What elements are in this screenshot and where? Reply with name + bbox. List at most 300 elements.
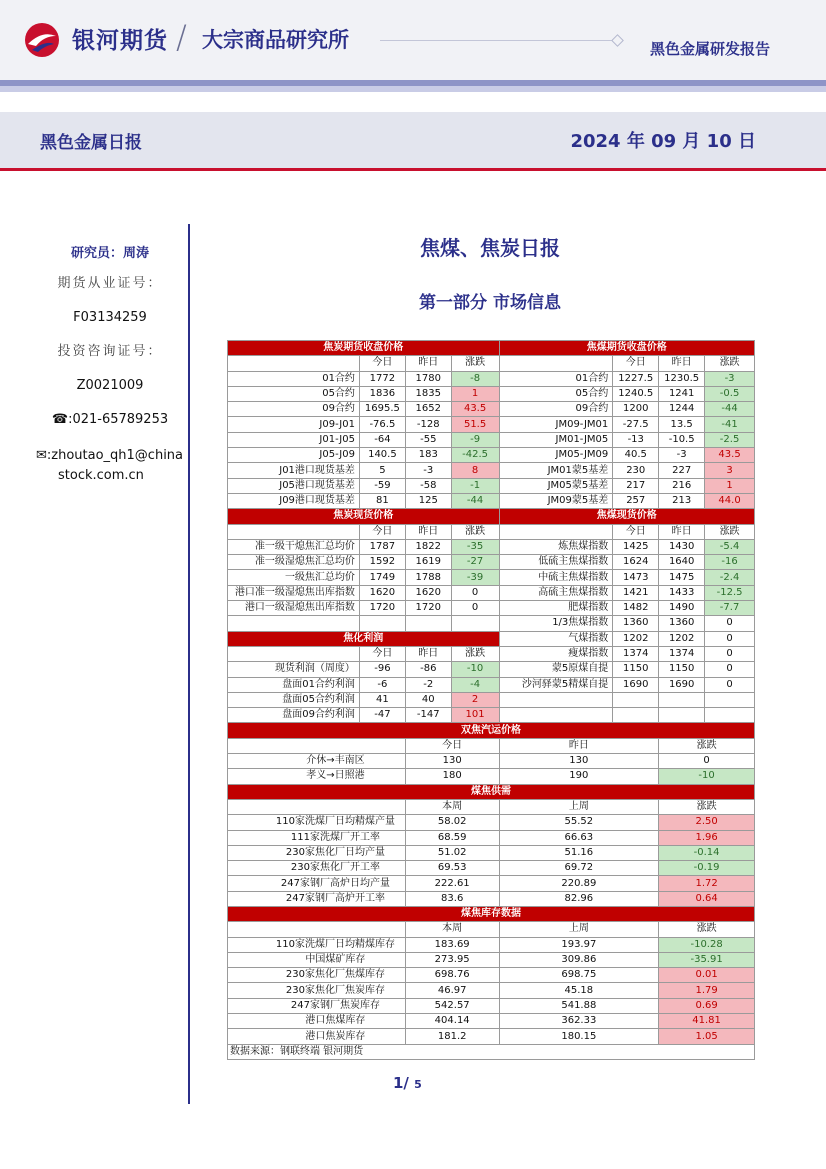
value-change: -44 xyxy=(451,493,499,508)
table-row xyxy=(228,386,755,401)
column-header: 上周 xyxy=(499,799,659,814)
value-change: -35 xyxy=(451,539,499,554)
column-header-row xyxy=(228,799,755,814)
report-type: 黑色金属研发报告 xyxy=(649,40,770,58)
value-change: 2 xyxy=(451,692,499,707)
value-today: 1202 xyxy=(613,631,659,646)
value-prev: 1619 xyxy=(405,555,451,570)
value-prev: -58 xyxy=(405,478,451,493)
row-label: 09合约 xyxy=(228,402,360,417)
row-label: 中硫主焦煤指数 xyxy=(499,570,613,585)
table-row xyxy=(228,708,755,723)
value-prev: 1720 xyxy=(405,601,451,616)
table-row xyxy=(228,876,755,891)
value-change: -4 xyxy=(451,677,499,692)
header-stripe-light xyxy=(0,86,826,92)
value-prev: 213 xyxy=(659,493,705,508)
value-today: 1482 xyxy=(613,601,659,616)
column-header-row xyxy=(228,922,755,937)
table-row xyxy=(228,570,755,585)
row-label: 中国煤矿库存 xyxy=(228,952,406,967)
value-change: 1.72 xyxy=(659,876,755,891)
blank-header xyxy=(228,799,406,814)
row-label: 沙河驿蒙5精煤自提 xyxy=(499,677,613,692)
section-title: 第一部分 市场信息 xyxy=(419,293,561,313)
row-label: 港口焦炭库存 xyxy=(228,1029,406,1044)
value-change: -41 xyxy=(705,417,755,432)
value-prev: 13.5 xyxy=(659,417,705,432)
value-change: 0.01 xyxy=(659,968,755,983)
phone: ☎:021-65789253 xyxy=(51,412,169,427)
row-label: 孝义→日照港 xyxy=(228,769,406,784)
row-label: J09-J01 xyxy=(228,417,360,432)
column-header: 今日 xyxy=(613,356,659,371)
value-today: 1592 xyxy=(359,555,405,570)
value-change: -0.14 xyxy=(659,845,755,860)
blank-header xyxy=(228,738,406,753)
column-header: 涨跌 xyxy=(451,524,499,539)
section-header-row xyxy=(228,723,755,738)
table-row xyxy=(228,692,755,707)
row-label: 230家焦化厂焦炭库存 xyxy=(228,983,406,998)
value-current: 51.02 xyxy=(405,845,499,860)
value-today: 1200 xyxy=(613,402,659,417)
table-row xyxy=(228,478,755,493)
value-prev: 220.89 xyxy=(499,876,659,891)
value-prev: 193.97 xyxy=(499,937,659,952)
row-label: 瘦煤指数 xyxy=(499,646,613,661)
value-change: 0.64 xyxy=(659,891,755,906)
column-header: 昨日 xyxy=(405,524,451,539)
table-row xyxy=(228,402,755,417)
coke-spot-title: 焦炭现货价格 xyxy=(228,509,500,524)
value-today: 41 xyxy=(359,692,405,707)
value-prev: 183 xyxy=(405,448,451,463)
value-prev: 362.33 xyxy=(499,1014,659,1029)
value-prev: 1202 xyxy=(659,631,705,646)
value-today: -27.5 xyxy=(613,417,659,432)
brand-divider: / xyxy=(176,18,187,56)
value-change: 1.96 xyxy=(659,830,755,845)
value-prev: 216 xyxy=(659,478,705,493)
table-row xyxy=(228,1029,755,1044)
row-label: 230家焦化厂焦煤库存 xyxy=(228,968,406,983)
value-prev: 40 xyxy=(405,692,451,707)
value-today: 1836 xyxy=(359,386,405,401)
table-row xyxy=(228,861,755,876)
value-current: 181.2 xyxy=(405,1029,499,1044)
column-header-row xyxy=(228,524,755,539)
value-today: 5 xyxy=(359,463,405,478)
value-current: 130 xyxy=(405,754,499,769)
row-label: 准一级干熄焦汇总均价 xyxy=(228,539,360,554)
value-change: 0 xyxy=(705,616,755,631)
value-change: -7.7 xyxy=(705,601,755,616)
value-current: 183.69 xyxy=(405,937,499,952)
value-today: 40.5 xyxy=(613,448,659,463)
table-row xyxy=(228,769,755,784)
value-prev: 1780 xyxy=(405,371,451,386)
row-label: J01-J05 xyxy=(228,432,360,447)
table-row xyxy=(228,539,755,554)
empty-cell xyxy=(499,692,613,707)
row-label: J05-J09 xyxy=(228,448,360,463)
table-row xyxy=(228,631,755,646)
value-prev: 1822 xyxy=(405,539,451,554)
table-row xyxy=(228,616,755,631)
column-header: 昨日 xyxy=(405,646,451,661)
value-today: 230 xyxy=(613,463,659,478)
value-change: -1 xyxy=(451,478,499,493)
row-label: 准一级湿熄焦汇总均价 xyxy=(228,555,360,570)
value-today: 1720 xyxy=(359,601,405,616)
data-source: 数据来源：钢联终端 银河期货 xyxy=(228,1044,755,1059)
row-label: 05合约 xyxy=(228,386,360,401)
value-prev: 541.88 xyxy=(499,998,659,1013)
value-change: -3 xyxy=(705,371,755,386)
column-header: 涨跌 xyxy=(659,922,755,937)
section-header-row xyxy=(228,906,755,921)
value-change: -0.19 xyxy=(659,861,755,876)
row-label: JM01-JM05 xyxy=(499,432,613,447)
galaxy-logo-icon xyxy=(22,22,62,58)
value-change: -2.4 xyxy=(705,570,755,585)
value-today: 1787 xyxy=(359,539,405,554)
table-row xyxy=(228,952,755,967)
value-today: 1473 xyxy=(613,570,659,585)
table-row xyxy=(228,371,755,386)
value-today: 1425 xyxy=(613,539,659,554)
row-label: 气煤指数 xyxy=(499,631,613,646)
value-change: 3 xyxy=(705,463,755,478)
value-change: 43.5 xyxy=(705,448,755,463)
row-label: 05合约 xyxy=(499,386,613,401)
column-header: 上周 xyxy=(499,922,659,937)
table-row xyxy=(228,830,755,845)
table-row xyxy=(228,646,755,661)
value-change: -10 xyxy=(659,769,755,784)
row-label: 09合约 xyxy=(499,402,613,417)
value-current: 58.02 xyxy=(405,815,499,830)
value-prev: 82.96 xyxy=(499,891,659,906)
table-row xyxy=(228,601,755,616)
value-prev: 1475 xyxy=(659,570,705,585)
value-today: -64 xyxy=(359,432,405,447)
value-today: 1772 xyxy=(359,371,405,386)
table-row xyxy=(228,493,755,508)
email[interactable] xyxy=(36,446,184,486)
page-title: 焦煤、焦炭日报 xyxy=(420,236,560,260)
value-change: 0 xyxy=(705,662,755,677)
value-prev: 1652 xyxy=(405,402,451,417)
row-label: 247家钢厂焦炭库存 xyxy=(228,998,406,1013)
table-row xyxy=(228,463,755,478)
value-today: 1695.5 xyxy=(359,402,405,417)
column-header: 昨日 xyxy=(659,356,705,371)
value-change: 0 xyxy=(705,646,755,661)
value-prev: 1788 xyxy=(405,570,451,585)
coking-profit-title: 焦化利润 xyxy=(228,631,500,646)
value-prev: 1640 xyxy=(659,555,705,570)
value-today: 1690 xyxy=(613,677,659,692)
value-today: 257 xyxy=(613,493,659,508)
value-change: -16 xyxy=(705,555,755,570)
value-change: -35.91 xyxy=(659,952,755,967)
value-change: -10.28 xyxy=(659,937,755,952)
column-header: 今日 xyxy=(405,738,499,753)
value-change: -12.5 xyxy=(705,585,755,600)
column-header: 昨日 xyxy=(405,356,451,371)
row-label: JM09蒙5基差 xyxy=(499,493,613,508)
table-row xyxy=(228,983,755,998)
value-prev: 1490 xyxy=(659,601,705,616)
value-change: 44.0 xyxy=(705,493,755,508)
value-prev: 51.16 xyxy=(499,845,659,860)
daily-title: 黑色金属日报 xyxy=(40,133,142,153)
row-label: 110家洗煤厂日均精煤产量 xyxy=(228,815,406,830)
sidebar-rule xyxy=(188,224,190,1104)
value-today: -96 xyxy=(359,662,405,677)
value-prev: -86 xyxy=(405,662,451,677)
row-label: 一级焦汇总均价 xyxy=(228,570,360,585)
value-today: -59 xyxy=(359,478,405,493)
row-label: J09港口现货基差 xyxy=(228,493,360,508)
value-prev: 1620 xyxy=(405,585,451,600)
value-prev: 66.63 xyxy=(499,830,659,845)
column-header: 今日 xyxy=(359,356,405,371)
value-change: -44 xyxy=(705,402,755,417)
page-current: 1/ xyxy=(393,1074,409,1092)
value-prev: -3 xyxy=(405,463,451,478)
coal-futures-title: 焦煤期货收盘价格 xyxy=(499,341,755,356)
consult-license-label: 投资咨询证号： xyxy=(57,344,163,359)
row-label: 1/3焦煤指数 xyxy=(499,616,613,631)
section-header-row xyxy=(228,509,755,524)
value-today: -13 xyxy=(613,432,659,447)
value-prev: -128 xyxy=(405,417,451,432)
column-header: 昨日 xyxy=(499,738,659,753)
table-row xyxy=(228,968,755,983)
researcher: 研究员：周涛 xyxy=(70,246,149,261)
row-label: 01合约 xyxy=(499,371,613,386)
column-header: 今日 xyxy=(613,524,659,539)
row-label: J05港口现货基差 xyxy=(228,478,360,493)
page-header xyxy=(0,0,826,92)
value-prev: 1835 xyxy=(405,386,451,401)
column-header: 今日 xyxy=(359,646,405,661)
email-line-1: ✉:zhoutao_qh1@china xyxy=(36,448,184,463)
value-change: -8 xyxy=(451,371,499,386)
value-prev: 1150 xyxy=(659,662,705,677)
row-label: 蒙5原煤自提 xyxy=(499,662,613,677)
row-label: 247家钢厂高炉开工率 xyxy=(228,891,406,906)
value-prev: 698.75 xyxy=(499,968,659,983)
value-prev: 309.86 xyxy=(499,952,659,967)
empty-cell xyxy=(451,616,499,631)
value-today: 1421 xyxy=(613,585,659,600)
column-header: 涨跌 xyxy=(451,646,499,661)
table-row xyxy=(228,677,755,692)
consult-license: Z0021009 xyxy=(76,378,144,393)
value-prev: 1430 xyxy=(659,539,705,554)
value-prev: 190 xyxy=(499,769,659,784)
value-change: -10 xyxy=(451,662,499,677)
row-label: 230家焦化厂开工率 xyxy=(228,861,406,876)
table-row xyxy=(228,998,755,1013)
row-label: 盘面09合约利润 xyxy=(228,708,360,723)
section-header-row xyxy=(228,341,755,356)
value-current: 46.97 xyxy=(405,983,499,998)
value-change: 8 xyxy=(451,463,499,478)
empty-cell xyxy=(659,692,705,707)
value-today: 1374 xyxy=(613,646,659,661)
empty-cell xyxy=(613,708,659,723)
futures-license-label: 期货从业证号： xyxy=(57,276,163,291)
value-today: -76.5 xyxy=(359,417,405,432)
blank-header xyxy=(228,646,360,661)
value-prev: 1230.5 xyxy=(659,371,705,386)
empty-cell xyxy=(359,616,405,631)
value-change: 0 xyxy=(451,601,499,616)
value-current: 68.59 xyxy=(405,830,499,845)
institute-name: 大宗商品研究所 xyxy=(202,28,349,52)
column-header: 涨跌 xyxy=(451,356,499,371)
futures-license: F03134259 xyxy=(73,310,147,325)
row-label: 现货利润（周度） xyxy=(228,662,360,677)
table-row xyxy=(228,1014,755,1029)
table-row xyxy=(228,815,755,830)
section-header-row xyxy=(228,784,755,799)
value-prev: 227 xyxy=(659,463,705,478)
value-prev: 1433 xyxy=(659,585,705,600)
brand-name: 银河期货 xyxy=(72,28,168,54)
value-today: 1227.5 xyxy=(613,371,659,386)
table-row xyxy=(228,754,755,769)
empty-cell xyxy=(405,616,451,631)
column-header: 涨跌 xyxy=(659,799,755,814)
row-label: 介休→丰南区 xyxy=(228,754,406,769)
row-label: 110家洗煤厂日均精煤库存 xyxy=(228,937,406,952)
row-label: JM09-JM01 xyxy=(499,417,613,432)
row-label: 盘面01合约利润 xyxy=(228,677,360,692)
empty-cell xyxy=(705,692,755,707)
coke-futures-title: 焦炭期货收盘价格 xyxy=(228,341,500,356)
source-row xyxy=(228,1044,755,1059)
value-prev: -147 xyxy=(405,708,451,723)
row-label: J01港口现货基差 xyxy=(228,463,360,478)
row-label: 高硫主焦煤指数 xyxy=(499,585,613,600)
row-label: 港口一级湿熄焦出库指数 xyxy=(228,601,360,616)
sidebar xyxy=(36,240,184,486)
value-change: -27 xyxy=(451,555,499,570)
row-label: 港口准一级湿熄焦出库指数 xyxy=(228,585,360,600)
value-change: 43.5 xyxy=(451,402,499,417)
empty-cell xyxy=(705,708,755,723)
value-today: 1360 xyxy=(613,616,659,631)
value-today: 1150 xyxy=(613,662,659,677)
value-current: 83.6 xyxy=(405,891,499,906)
column-header-row xyxy=(228,356,755,371)
value-change: -2.5 xyxy=(705,432,755,447)
column-header: 本周 xyxy=(405,922,499,937)
value-today: -47 xyxy=(359,708,405,723)
value-today: 1620 xyxy=(359,585,405,600)
value-change: 0 xyxy=(705,677,755,692)
row-label: 247家钢厂高炉日均产量 xyxy=(228,876,406,891)
page-number xyxy=(393,1074,422,1092)
table-row xyxy=(228,585,755,600)
value-change: 0.69 xyxy=(659,998,755,1013)
value-today: -6 xyxy=(359,677,405,692)
value-current: 698.76 xyxy=(405,968,499,983)
table-row xyxy=(228,417,755,432)
value-today: 1624 xyxy=(613,555,659,570)
value-prev: -55 xyxy=(405,432,451,447)
value-prev: 1360 xyxy=(659,616,705,631)
value-current: 180 xyxy=(405,769,499,784)
value-prev: 125 xyxy=(405,493,451,508)
value-today: 140.5 xyxy=(359,448,405,463)
value-change: 1 xyxy=(451,386,499,401)
value-change: 0 xyxy=(451,585,499,600)
email-line-2: stock.com.cn xyxy=(58,468,144,483)
supply-title: 煤焦供需 xyxy=(228,784,755,799)
value-today: 81 xyxy=(359,493,405,508)
row-label: 盘面05合约利润 xyxy=(228,692,360,707)
value-prev: 45.18 xyxy=(499,983,659,998)
value-current: 404.14 xyxy=(405,1014,499,1029)
row-label: 肥煤指数 xyxy=(499,601,613,616)
data-grid xyxy=(227,340,755,1060)
table-row xyxy=(228,845,755,860)
table-row xyxy=(228,432,755,447)
value-change: -39 xyxy=(451,570,499,585)
row-label: 港口焦煤库存 xyxy=(228,1014,406,1029)
value-current: 273.95 xyxy=(405,952,499,967)
value-prev: 55.52 xyxy=(499,815,659,830)
report-date: 2024 年 09 月 10 日 xyxy=(570,131,756,152)
value-change: -9 xyxy=(451,432,499,447)
value-current: 222.61 xyxy=(405,876,499,891)
coal-spot-title: 焦煤现货价格 xyxy=(499,509,755,524)
empty-cell xyxy=(613,692,659,707)
value-prev: -2 xyxy=(405,677,451,692)
row-label: JM05-JM09 xyxy=(499,448,613,463)
table-row xyxy=(228,891,755,906)
value-current: 69.53 xyxy=(405,861,499,876)
value-today: 217 xyxy=(613,478,659,493)
diamond-icon xyxy=(611,34,624,47)
value-change: 101 xyxy=(451,708,499,723)
value-change: 1.79 xyxy=(659,983,755,998)
value-change: -5.4 xyxy=(705,539,755,554)
table-row xyxy=(228,937,755,952)
row-label: 低硫主焦煤指数 xyxy=(499,555,613,570)
empty-cell xyxy=(659,708,705,723)
table-row xyxy=(228,448,755,463)
row-label: 炼焦煤指数 xyxy=(499,539,613,554)
blank-header xyxy=(499,524,613,539)
blank-header xyxy=(499,356,613,371)
value-today: 1240.5 xyxy=(613,386,659,401)
value-prev: 1244 xyxy=(659,402,705,417)
column-header: 昨日 xyxy=(659,524,705,539)
column-header: 本周 xyxy=(405,799,499,814)
value-change: 1 xyxy=(705,478,755,493)
page-total: 5 xyxy=(414,1078,422,1091)
table-row xyxy=(228,662,755,677)
value-prev: 1241 xyxy=(659,386,705,401)
